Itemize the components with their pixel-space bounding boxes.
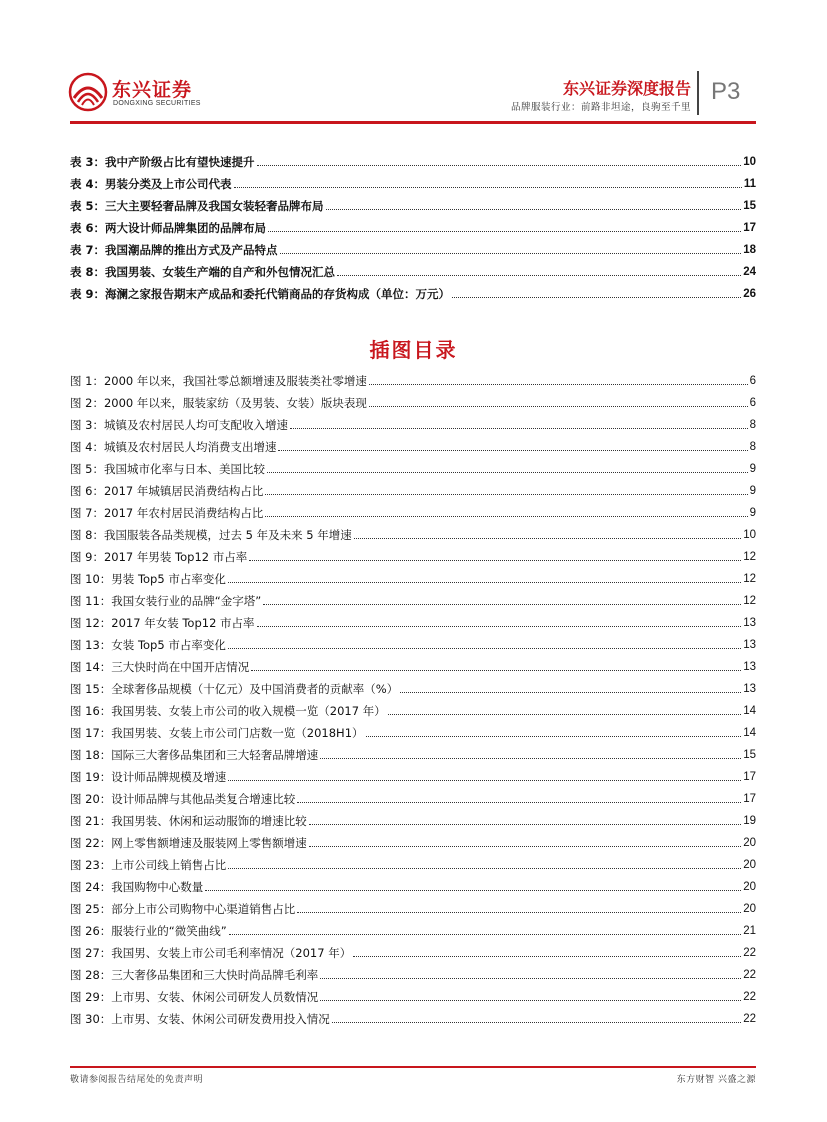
toc-entry-label: 图 21：我国男装、休闲和运动服饰的增速比较	[70, 814, 307, 828]
toc-entry-label: 表 4：男装分类及上市公司代表	[70, 177, 232, 191]
toc-entry-label: 图 30：上市男、女装、休闲公司研发费用投入情况	[70, 1012, 330, 1026]
toc-entry[interactable]	[70, 193, 756, 215]
report-subtitle: 品牌服装行业：前路非坦途，良驹至千里	[510, 102, 691, 113]
toc-entry-page: 19	[743, 815, 756, 827]
toc-dot-leader	[251, 670, 741, 671]
toc-entry[interactable]	[70, 984, 756, 1006]
toc-dot-leader	[388, 714, 741, 715]
toc-entry-label: 表 3：我中产阶级占比有望快速提升	[70, 155, 255, 169]
toc-entry-label: 表 6：两大设计师品牌集团的品牌布局	[70, 221, 267, 235]
toc-entry-label: 图 15：全球奢侈品规模（十亿元）及中国消费者的贡献率（%）	[70, 682, 399, 696]
toc-entry-label: 图 22：网上零售额增速及服装网上零售额增速	[70, 836, 307, 850]
toc-dot-leader	[229, 934, 742, 935]
dongxing-logo-icon	[68, 72, 108, 112]
toc-dot-leader	[309, 824, 741, 825]
toc-entry[interactable]	[70, 412, 756, 434]
toc-entry-label: 图 20：设计师品牌与其他品类复合增速比较	[70, 792, 296, 806]
toc-entry[interactable]	[70, 588, 756, 610]
toc-entry[interactable]	[70, 830, 756, 852]
toc-dot-leader	[267, 472, 748, 473]
toc-dot-leader	[337, 275, 741, 276]
toc-entry[interactable]	[70, 368, 756, 390]
toc-entry-page: 22	[743, 947, 756, 959]
toc-entry-page: 13	[743, 661, 756, 673]
toc-dot-leader	[369, 406, 748, 407]
toc-dot-leader	[265, 494, 747, 495]
toc-entry-page: 13	[743, 639, 756, 651]
toc-entry-label: 图 29：上市男、女装、休闲公司研发人员数情况	[70, 990, 319, 1004]
toc-dot-leader	[332, 1022, 741, 1023]
toc-entry-label: 图 13：女装 Top5 市占率变化	[70, 638, 226, 652]
toc-entry-page: 12	[743, 595, 756, 607]
toc-entry[interactable]	[70, 281, 756, 303]
toc-entry[interactable]	[70, 764, 756, 786]
toc-entry[interactable]	[70, 171, 756, 193]
toc-dot-leader	[263, 604, 741, 605]
toc-entry[interactable]	[70, 478, 756, 500]
toc-dot-leader	[297, 802, 741, 803]
toc-entry[interactable]	[70, 654, 756, 676]
toc-entry-label: 图 7：2017 年农村居民消费结构占比	[70, 506, 264, 520]
toc-entry-label: 图 5：我国城市化率与日本、美国比较	[70, 462, 265, 476]
toc-dot-leader	[280, 253, 742, 254]
toc-entry-page: 21	[743, 925, 756, 937]
toc-dot-leader	[249, 560, 741, 561]
toc-entry-page: 8	[749, 419, 756, 431]
toc-entry[interactable]	[70, 456, 756, 478]
toc-entry[interactable]	[70, 434, 756, 456]
toc-dot-leader	[326, 209, 742, 210]
toc-entry-page: 13	[743, 683, 756, 695]
toc-entry[interactable]	[70, 808, 756, 830]
toc-entry-page: 15	[743, 749, 756, 761]
toc-dot-leader	[228, 868, 741, 869]
toc-entry-label: 图 3：城镇及农村居民人均可支配收入增速	[70, 418, 288, 432]
toc-entry-page: 9	[749, 463, 756, 475]
toc-entry[interactable]	[70, 566, 756, 588]
header-rule	[70, 121, 756, 124]
toc-dot-leader	[205, 890, 741, 891]
toc-entry-page: 18	[743, 244, 756, 256]
toc-dot-leader	[278, 450, 747, 451]
disclaimer-note: 敬请参阅报告结尾处的免责声明	[70, 1075, 204, 1085]
figures-toc	[70, 368, 756, 1028]
toc-dot-leader	[320, 978, 741, 979]
toc-entry[interactable]	[70, 896, 756, 918]
toc-entry-page: 13	[743, 617, 756, 629]
toc-entry[interactable]	[70, 522, 756, 544]
toc-entry[interactable]	[70, 720, 756, 742]
toc-entry-page: 22	[743, 991, 756, 1003]
toc-dot-leader	[228, 780, 741, 781]
toc-entry[interactable]	[70, 940, 756, 962]
toc-entry-label: 图 12：2017 年女装 Top12 市占率	[70, 616, 255, 630]
toc-entry-page: 17	[743, 222, 756, 234]
header-divider	[697, 71, 699, 115]
toc-entry-label: 图 18：国际三大奢侈品集团和三大轻奢品牌增速	[70, 748, 319, 762]
logo-english-name: DONGXING SECURITIES	[113, 100, 201, 107]
toc-dot-leader	[353, 956, 741, 957]
toc-dot-leader	[354, 538, 741, 539]
toc-entry-label: 表 9：海澜之家报告期末产成品和委托代销商品的存货构成（单位：万元）	[70, 287, 451, 301]
toc-entry-page: 6	[749, 397, 756, 409]
toc-dot-leader	[228, 648, 741, 649]
toc-entry[interactable]	[70, 918, 756, 940]
toc-entry-label: 图 19：设计师品牌规模及增速	[70, 770, 227, 784]
toc-dot-leader	[400, 692, 741, 693]
toc-entry[interactable]	[70, 610, 756, 632]
toc-entry[interactable]	[70, 259, 756, 281]
toc-entry[interactable]	[70, 676, 756, 698]
footer-slogan: 东方财智 兴盛之源	[676, 1075, 756, 1085]
toc-dot-leader	[265, 516, 747, 517]
toc-dot-leader	[257, 165, 742, 166]
toc-entry[interactable]	[70, 742, 756, 764]
tables-toc	[70, 149, 756, 303]
toc-dot-leader	[452, 297, 741, 298]
toc-entry-page: 10	[743, 529, 756, 541]
toc-entry-label: 图 14：三大快时尚在中国开店情况	[70, 660, 250, 674]
toc-entry-label: 图 25：部分上市公司购物中心渠道销售占比	[70, 902, 296, 916]
toc-entry-page: 22	[743, 1013, 756, 1025]
toc-entry-page: 20	[743, 903, 756, 915]
toc-entry-page: 6	[749, 375, 756, 387]
toc-entry[interactable]	[70, 962, 756, 984]
toc-entry[interactable]	[70, 215, 756, 237]
toc-entry[interactable]	[70, 544, 756, 566]
toc-dot-leader	[257, 626, 742, 627]
toc-entry-page: 20	[743, 837, 756, 849]
toc-entry[interactable]	[70, 874, 756, 896]
toc-entry-page: 12	[743, 551, 756, 563]
toc-entry-label: 图 8：我国服装各品类规模，过去 5 年及未来 5 年增速	[70, 528, 352, 542]
toc-entry[interactable]	[70, 786, 756, 808]
toc-entry-label: 图 6：2017 年城镇居民消费结构占比	[70, 484, 264, 498]
toc-entry-page: 14	[743, 727, 756, 739]
toc-entry[interactable]	[70, 852, 756, 874]
toc-entry-page: 11	[743, 178, 756, 190]
toc-entry-page: 12	[743, 573, 756, 585]
toc-entry[interactable]	[70, 500, 756, 522]
toc-entry-page: 22	[743, 969, 756, 981]
toc-entry-page: 20	[743, 881, 756, 893]
toc-entry-label: 图 26：服装行业的“微笑曲线”	[70, 924, 227, 938]
page-number: P3	[711, 78, 741, 105]
toc-entry[interactable]	[70, 698, 756, 720]
toc-entry-label: 图 4：城镇及农村居民人均消费支出增速	[70, 440, 277, 454]
toc-entry-page: 15	[743, 200, 756, 212]
company-logo	[68, 72, 201, 114]
toc-dot-leader	[366, 736, 742, 737]
toc-dot-leader	[228, 582, 741, 583]
toc-entry-label: 图 23：上市公司线上销售占比	[70, 858, 227, 872]
toc-entry-label: 图 24：我国购物中心数量	[70, 880, 204, 894]
toc-entry-label: 图 27：我国男、女装上市公司毛利率情况（2017 年）	[70, 946, 352, 960]
toc-dot-leader	[268, 231, 741, 232]
toc-entry-page: 9	[749, 485, 756, 497]
toc-entry-label: 图 11：我国女装行业的品牌“金字塔”	[70, 594, 262, 608]
toc-entry-page: 20	[743, 859, 756, 871]
report-title: 东兴证券深度报告	[562, 79, 691, 98]
toc-entry[interactable]	[70, 632, 756, 654]
footer-rule	[70, 1066, 756, 1068]
toc-entry-label: 表 7：我国潮品牌的推出方式及产品特点	[70, 243, 278, 257]
toc-entry-label: 图 2：2000 年以来，服装家纺（及男装、女装）版块表现	[70, 396, 367, 410]
toc-dot-leader	[234, 187, 742, 188]
toc-entry-label: 图 16：我国男装、女装上市公司的收入规模一览（2017 年）	[70, 704, 386, 718]
figures-toc-title: 插图目录	[369, 338, 458, 362]
toc-entry-page: 14	[743, 705, 756, 717]
toc-entry-page: 8	[749, 441, 756, 453]
toc-dot-leader	[369, 384, 748, 385]
toc-dot-leader	[320, 1000, 741, 1001]
toc-entry-page: 26	[743, 288, 756, 300]
toc-dot-leader	[297, 912, 741, 913]
toc-entry-page: 17	[743, 793, 756, 805]
toc-entry-label: 表 5：三大主要轻奢品牌及我国女装轻奢品牌布局	[70, 199, 324, 213]
toc-entry-label: 图 10：男装 Top5 市占率变化	[70, 572, 226, 586]
toc-entry[interactable]	[70, 1006, 756, 1028]
toc-entry-label: 图 1：2000 年以来，我国社零总额增速及服装类社零增速	[70, 374, 367, 388]
toc-entry-label: 图 9：2017 年男装 Top12 市占率	[70, 550, 248, 564]
toc-entry[interactable]	[70, 237, 756, 259]
toc-entry-label: 图 28：三大奢侈品集团和三大快时尚品牌毛利率	[70, 968, 319, 982]
toc-dot-leader	[309, 846, 741, 847]
toc-entry[interactable]	[70, 390, 756, 412]
toc-entry-page: 24	[743, 266, 756, 278]
toc-entry[interactable]	[70, 149, 756, 171]
toc-entry-page: 9	[749, 507, 756, 519]
toc-entry-page: 10	[743, 156, 756, 168]
toc-entry-page: 17	[743, 771, 756, 783]
toc-entry-label: 表 8：我国男装、女装生产端的自产和外包情况汇总	[70, 265, 336, 279]
logo-chinese-name: 东兴证券	[112, 79, 193, 101]
toc-entry-label: 图 17：我国男装、女装上市公司门店数一览（2018H1）	[70, 726, 364, 740]
toc-dot-leader	[320, 758, 741, 759]
toc-dot-leader	[290, 428, 748, 429]
